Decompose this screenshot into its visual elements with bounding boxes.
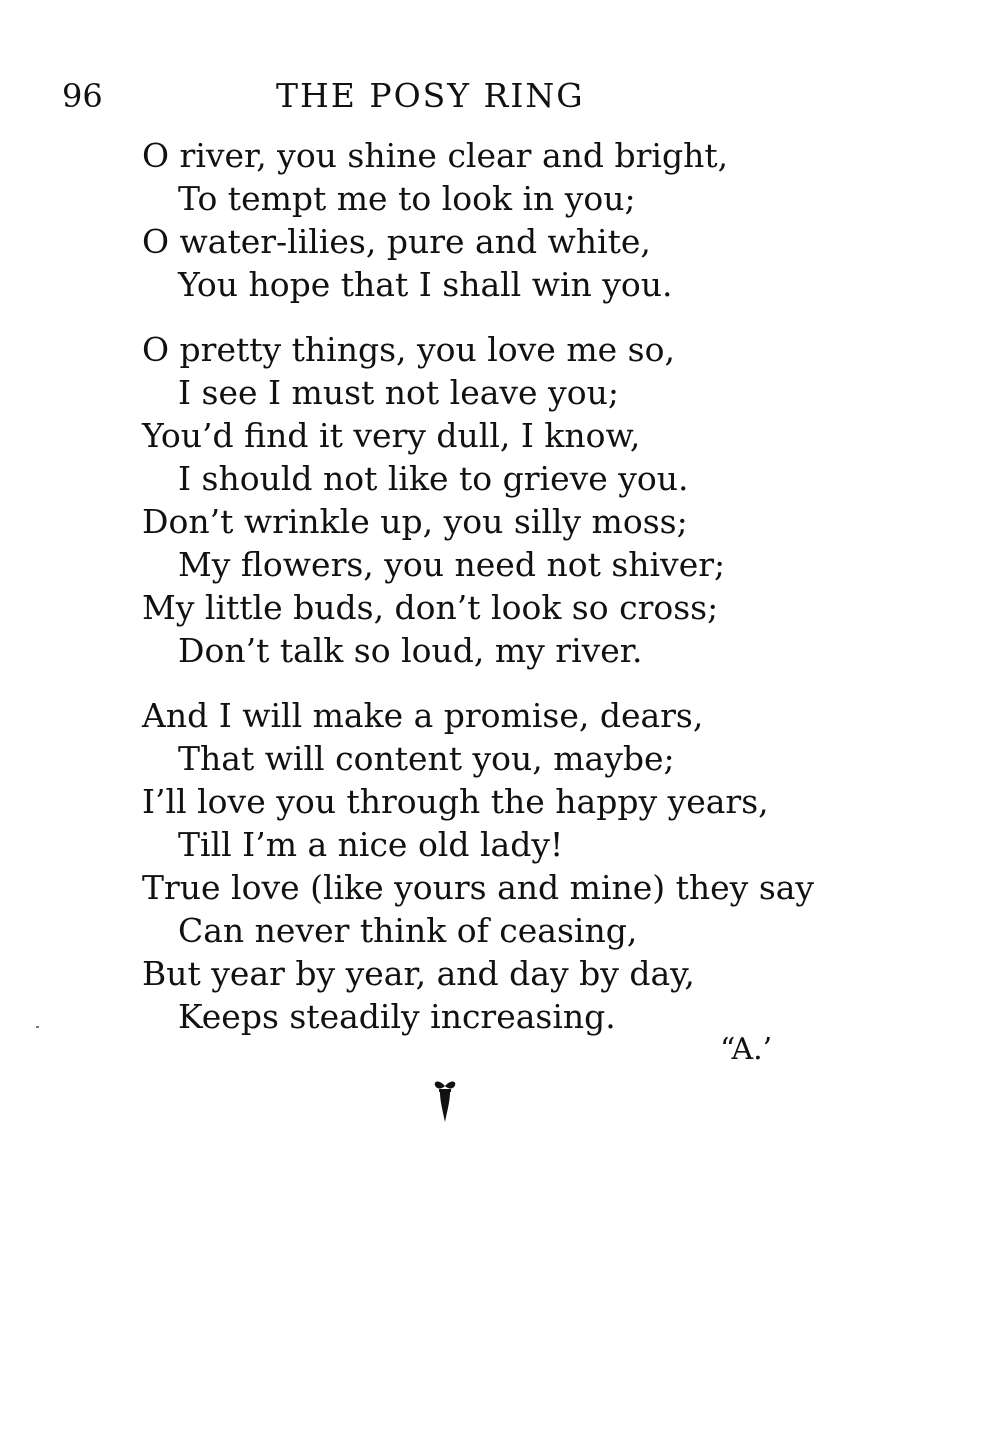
poem-line: O river, you shine clear and bright, — [142, 136, 729, 175]
poem-line: I see I must not leave you; — [178, 373, 619, 412]
poem-line: My flowers, you need not shiver; — [178, 545, 726, 584]
poem-line: True love (like yours and mine) they say — [142, 868, 815, 907]
margin-speck — [36, 1026, 39, 1028]
poem-line: O pretty things, you love me so, — [142, 330, 675, 369]
page-number: 96 — [62, 77, 103, 115]
poem-line: You hope that I shall win you. — [178, 265, 673, 304]
poem-line: I should not like to grieve you. — [178, 459, 689, 498]
poem-line: O water-lilies, pure and white, — [142, 222, 651, 261]
stanza-1 — [142, 134, 842, 306]
author-attribution: “A.’ — [720, 1032, 773, 1067]
stanza-2 — [142, 328, 842, 672]
poem-line: To tempt me to look in you; — [178, 179, 636, 218]
poem-line: That will content you, maybe; — [178, 739, 675, 778]
poem — [142, 134, 842, 1038]
poem-line: Keeps steadily increasing. — [178, 997, 616, 1036]
poem-line: But year by year, and day by day, — [142, 954, 695, 993]
poem-line: Can never think of ceasing, — [178, 911, 638, 950]
poem-line: Till I’m a nice old lady! — [178, 825, 564, 864]
poem-line: You’d find it very dull, I know, — [142, 416, 641, 455]
stanza-3 — [142, 694, 842, 1038]
poem-line: Don’t wrinkle up, you silly moss; — [142, 502, 688, 541]
poem-line: And I will make a promise, dears, — [142, 696, 704, 735]
poem-line: I’ll love you through the happy years, — [142, 782, 769, 821]
poem-line: My little buds, don’t look so cross; — [142, 588, 719, 627]
running-head: THE POSY RING — [276, 76, 585, 115]
poem-line: Don’t talk so loud, my river. — [178, 631, 643, 670]
fleuron-icon — [430, 1076, 460, 1126]
